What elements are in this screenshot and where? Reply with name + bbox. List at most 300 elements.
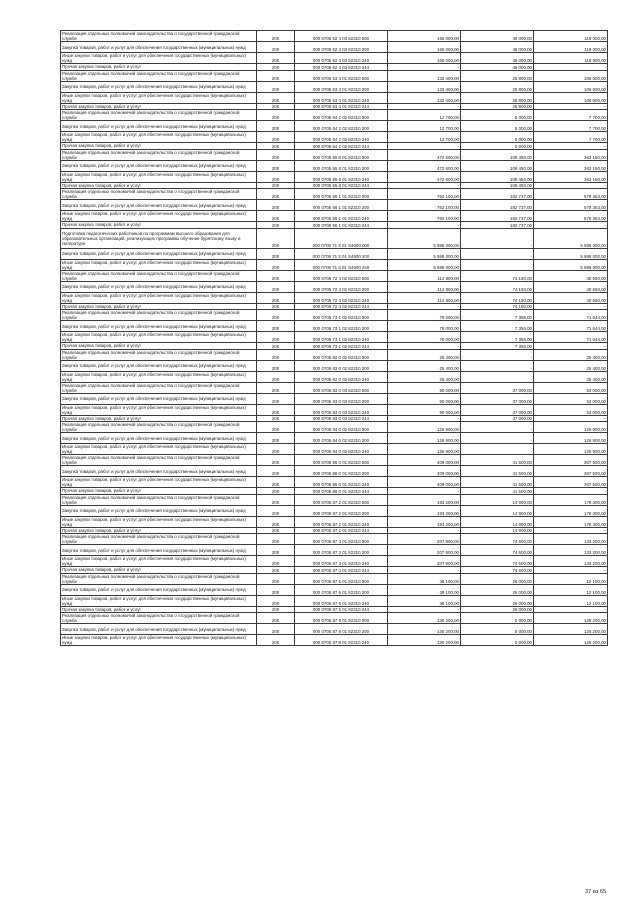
executed-amount-cell: 7 356,00 <box>461 343 534 350</box>
executed-amount-cell: - <box>461 360 534 371</box>
unexecuted-amount-cell: 25 400,00 <box>534 360 608 371</box>
table-row <box>61 211 608 222</box>
executed-amount-cell: 26 000,00 <box>461 573 534 584</box>
approved-amount-cell: 409 000,00 <box>388 477 461 488</box>
unexecuted-amount-cell: 40 650,00 <box>534 270 608 281</box>
line-name-cell: Реализация отдельных полномочий законодательства о государственной гражданской службе <box>61 349 257 360</box>
approved-amount-cell: 472 600,00 <box>388 160 461 171</box>
approved-amount-cell: 409 000,00 <box>388 466 461 477</box>
line-name-cell: Закупка товаров, работ и услуг для обеспечения государственных (муниципальных) нужд <box>61 360 257 371</box>
line-name-cell: Иные закупки товаров, работ и услуг для обеспечения государственных (муниципальных) нужд <box>61 404 257 415</box>
executed-amount-cell: 41 500,00 <box>461 466 534 477</box>
approved-amount-cell: 38 100,00 <box>388 595 461 606</box>
table-row <box>61 171 608 182</box>
executed-amount-cell: 37 000,00 <box>461 393 534 404</box>
table-row <box>61 349 608 360</box>
classification-code-cell: 000 0705 83 0 03 82310 240 <box>295 404 388 415</box>
line-code-cell: 200 <box>257 171 295 182</box>
approved-amount-cell: - <box>388 303 461 310</box>
classification-code-cell: 000 0705 72 4 02 82310 240 <box>295 292 388 303</box>
line-name-cell: Закупка товаров, работ и услуг для обеспечения государственных (муниципальных) нужд <box>61 200 257 211</box>
classification-code-cell: 000 0705 87 3 01 82310 244 <box>295 567 388 574</box>
table-row <box>61 360 608 371</box>
line-code-cell: 200 <box>257 281 295 292</box>
executed-amount-cell: 182 737,00 <box>461 189 534 200</box>
unexecuted-amount-cell: 178 300,00 <box>534 505 608 516</box>
classification-code-cell: 000 0705 66 1 01 82310 244 <box>295 222 388 229</box>
line-name-cell: Иные закупки товаров, работ и услуг для обеспечения государственных (муниципальных) нужд <box>61 92 257 103</box>
unexecuted-amount-cell: 7 700,00 <box>534 110 608 121</box>
unexecuted-amount-cell: 40 650,00 <box>534 292 608 303</box>
approved-amount-cell: 12 700,00 <box>388 110 461 121</box>
unexecuted-amount-cell: 106 600,00 <box>534 92 608 103</box>
executed-amount-cell: 5 000,00 <box>461 132 534 143</box>
classification-code-cell: 000 0705 82 0 02 82310 000 <box>295 349 388 360</box>
executed-amount-cell: 182 737,00 <box>461 222 534 229</box>
unexecuted-amount-cell: - <box>534 527 608 534</box>
line-code-cell: 200 <box>257 393 295 404</box>
executed-amount-cell: 14 900,00 <box>461 527 534 534</box>
approved-amount-cell: 12 700,00 <box>388 121 461 132</box>
unexecuted-amount-cell: - <box>534 64 608 71</box>
line-name-cell: Иные закупки товаров, работ и услуг для обеспечения государственных (муниципальных) нужд <box>61 53 257 64</box>
line-code-cell: 200 <box>257 222 295 229</box>
table-row <box>61 200 608 211</box>
approved-amount-cell: 126 900,00 <box>388 444 461 455</box>
table-row <box>61 584 608 595</box>
line-name-cell: Иные закупки товаров, работ и услуг для обеспечения государственных (муниципальных) нужд <box>61 292 257 303</box>
classification-code-cell: 000 0705 62 4 03 82310 244 <box>295 64 388 71</box>
table-row <box>61 573 608 584</box>
approved-amount-cell: - <box>388 567 461 574</box>
line-code-cell: 200 <box>257 534 295 545</box>
approved-amount-cell: - <box>388 182 461 189</box>
table-row <box>61 404 608 415</box>
approved-amount-cell: 762 100,00 <box>388 189 461 200</box>
line-name-cell: Прочая закупка товаров, работ и услуг <box>61 222 257 229</box>
table-row <box>61 292 608 303</box>
line-name-cell: Иные закупки товаров, работ и услуг для обеспечения государственных (муниципальных) нужд <box>61 556 257 567</box>
line-name-cell: Прочая закупка товаров, работ и услуг <box>61 488 257 495</box>
approved-amount-cell: 130 200,00 <box>388 613 461 624</box>
classification-code-cell: 000 0705 73 1 02 82310 244 <box>295 343 388 350</box>
budget-table-body <box>61 31 608 646</box>
approved-amount-cell: 79 000,00 <box>388 310 461 321</box>
approved-amount-cell: - <box>388 64 461 71</box>
classification-code-cell: 000 0705 87 3 01 82310 240 <box>295 556 388 567</box>
unexecuted-amount-cell: 53 000,00 <box>534 404 608 415</box>
table-row <box>61 433 608 444</box>
line-code-cell: 200 <box>257 516 295 527</box>
unexecuted-amount-cell: 40 650,00 <box>534 281 608 292</box>
line-code-cell: 200 <box>257 259 295 270</box>
unexecuted-amount-cell: 12 100,00 <box>534 595 608 606</box>
line-code-cell: 200 <box>257 505 295 516</box>
table-row <box>61 505 608 516</box>
approved-amount-cell: 114 800,00 <box>388 292 461 303</box>
table-row <box>61 382 608 393</box>
unexecuted-amount-cell: 119 000,00 <box>534 42 608 53</box>
classification-code-cell: 000 0705 63 4 01 82310 200 <box>295 81 388 92</box>
line-name-cell: Реализация отдельных полномочий законодательства о государственной гражданской службе <box>61 70 257 81</box>
line-name-cell: Иные закупки товаров, работ и услуг для обеспечения государственных (муниципальных) нужд <box>61 444 257 455</box>
classification-code-cell: 000 0705 86 0 01 82310 000 <box>295 455 388 466</box>
executed-amount-cell: 5 000,00 <box>461 613 534 624</box>
approved-amount-cell: - <box>388 606 461 613</box>
table-row <box>61 624 608 635</box>
approved-amount-cell: 193 200,00 <box>388 494 461 505</box>
line-name-cell: Прочая закупка товаров, работ и услуг <box>61 606 257 613</box>
unexecuted-amount-cell: 126 900,00 <box>534 444 608 455</box>
executed-amount-cell: 109 450,00 <box>461 171 534 182</box>
unexecuted-amount-cell: 25 400,00 <box>534 371 608 382</box>
line-code-cell: 200 <box>257 444 295 455</box>
executed-amount-cell: - <box>461 433 534 444</box>
line-name-cell: Закупка товаров, работ и услуг для обеспечения государственных (муниципальных) нужд <box>61 584 257 595</box>
line-code-cell: 200 <box>257 545 295 556</box>
line-code-cell: 200 <box>257 584 295 595</box>
line-code-cell: 200 <box>257 143 295 150</box>
classification-code-cell: 000 0705 84 0 02 82310 200 <box>295 433 388 444</box>
classification-code-cell: 000 0705 65 8 01 82310 200 <box>295 160 388 171</box>
line-name-cell: Закупка товаров, работ и услуг для обеспечения государственных (муниципальных) нужд <box>61 505 257 516</box>
executed-amount-cell: 41 500,00 <box>461 477 534 488</box>
executed-amount-cell: 14 900,00 <box>461 516 534 527</box>
line-name-cell: Реализация отдельных полномочий законодательства о государственной гражданской службе <box>61 270 257 281</box>
unexecuted-amount-cell: 7 700,00 <box>534 121 608 132</box>
table-row <box>61 534 608 545</box>
table-row <box>61 270 608 281</box>
approved-amount-cell: 165 000,00 <box>388 42 461 53</box>
table-row <box>61 545 608 556</box>
line-code-cell: 200 <box>257 343 295 350</box>
line-name-cell: Реализация отдельных полномочий законодательства о государственной гражданской службе <box>61 382 257 393</box>
approved-amount-cell: 207 800,00 <box>388 556 461 567</box>
line-name-cell: Реализация отдельных полномочий законодательства о государственной гражданской службе <box>61 455 257 466</box>
classification-code-cell: 000 0705 73 1 02 82310 200 <box>295 321 388 332</box>
line-name-cell: Иные закупки товаров, работ и услуг для обеспечения государственных (муниципальных) нужд <box>61 211 257 222</box>
unexecuted-amount-cell: 363 150,00 <box>534 149 608 160</box>
approved-amount-cell: 25 400,00 <box>388 360 461 371</box>
line-code-cell: 200 <box>257 567 295 574</box>
classification-code-cell: 000 0705 65 8 01 82310 000 <box>295 149 388 160</box>
line-name-cell: Закупка товаров, работ и услуг для обеспечения государственных (муниципальных) нужд <box>61 42 257 53</box>
unexecuted-amount-cell: - <box>534 222 608 229</box>
table-row <box>61 189 608 200</box>
line-code-cell: 200 <box>257 613 295 624</box>
line-code-cell: 200 <box>257 64 295 71</box>
executed-amount-cell: 37 000,00 <box>461 382 534 393</box>
line-name-cell: Иные закупки товаров, работ и услуг для обеспечения государственных (муниципальных) нужд <box>61 371 257 382</box>
unexecuted-amount-cell: - <box>534 488 608 495</box>
approved-amount-cell: 207 800,00 <box>388 534 461 545</box>
classification-code-cell: 000 0705 64 2 02 82310 240 <box>295 132 388 143</box>
line-name-cell: Иные закупки товаров, работ и услуг для обеспечения государственных (муниципальных) нужд <box>61 171 257 182</box>
unexecuted-amount-cell: 71 644,00 <box>534 332 608 343</box>
executed-amount-cell: 7 356,00 <box>461 310 534 321</box>
line-name-cell: Прочая закупка товаров, работ и услуг <box>61 415 257 422</box>
line-code-cell: 200 <box>257 270 295 281</box>
approved-amount-cell: 114 800,00 <box>388 281 461 292</box>
unexecuted-amount-cell: 5 988 000,00 <box>534 248 608 259</box>
executed-amount-cell: 74 150,00 <box>461 292 534 303</box>
table-row <box>61 248 608 259</box>
line-name-cell: Иные закупки товаров, работ и услуг для обеспечения государственных (муниципальных) нужд <box>61 477 257 488</box>
table-row <box>61 92 608 103</box>
unexecuted-amount-cell: - <box>534 303 608 310</box>
approved-amount-cell: 762 100,00 <box>388 200 461 211</box>
line-name-cell: Закупка товаров, работ и услуг для обеспечения государственных (муниципальных) нужд <box>61 248 257 259</box>
unexecuted-amount-cell: 5 988 000,00 <box>534 259 608 270</box>
classification-code-cell: 000 0705 72 4 02 82310 000 <box>295 270 388 281</box>
table-row <box>61 635 608 646</box>
line-code-cell: 200 <box>257 211 295 222</box>
unexecuted-amount-cell: 25 400,00 <box>534 349 608 360</box>
executed-amount-cell: - <box>461 371 534 382</box>
executed-amount-cell: 25 800,00 <box>461 92 534 103</box>
unexecuted-amount-cell: 363 150,00 <box>534 171 608 182</box>
approved-amount-cell: 126 900,00 <box>388 433 461 444</box>
classification-code-cell: 000 0705 71 3 01 S4600 200 <box>295 248 388 259</box>
line-code-cell: 200 <box>257 595 295 606</box>
executed-amount-cell: 46 000,00 <box>461 31 534 42</box>
classification-code-cell: 000 0705 65 8 01 82310 240 <box>295 171 388 182</box>
classification-code-cell: 000 0705 87 6 01 82310 244 <box>295 606 388 613</box>
approved-amount-cell: 207 800,00 <box>388 545 461 556</box>
line-name-cell: Прочая закупка товаров, работ и услуг <box>61 343 257 350</box>
line-name-cell: Закупка товаров, работ и услуг для обеспечения государственных (муниципальных) нужд <box>61 433 257 444</box>
executed-amount-cell: 109 450,00 <box>461 149 534 160</box>
unexecuted-amount-cell: 53 000,00 <box>534 382 608 393</box>
line-code-cell: 200 <box>257 404 295 415</box>
approved-amount-cell: 409 000,00 <box>388 455 461 466</box>
line-name-cell: Реализация отдельных полномочий законодательства о государственной гражданской службе <box>61 422 257 433</box>
classification-code-cell: 000 0705 63 4 01 82310 240 <box>295 92 388 103</box>
classification-code-cell: 000 0705 66 1 01 82310 200 <box>295 200 388 211</box>
approved-amount-cell: 130 200,00 <box>388 624 461 635</box>
table-row <box>61 310 608 321</box>
executed-amount-cell: 37 000,00 <box>461 415 534 422</box>
line-name-cell: Иные закупки товаров, работ и услуг для обеспечения государственных (муниципальных) нужд <box>61 516 257 527</box>
line-name-cell: Иные закупки товаров, работ и услуг для обеспечения государственных (муниципальных) нужд <box>61 132 257 143</box>
executed-amount-cell: 41 500,00 <box>461 455 534 466</box>
approved-amount-cell: 472 600,00 <box>388 149 461 160</box>
table-row <box>61 132 608 143</box>
line-code-cell: 200 <box>257 189 295 200</box>
line-code-cell: 200 <box>257 455 295 466</box>
classification-code-cell: 000 0705 87 6 01 82310 000 <box>295 573 388 584</box>
approved-amount-cell: 38 100,00 <box>388 573 461 584</box>
classification-code-cell: 000 0705 84 0 02 82310 240 <box>295 444 388 455</box>
line-name-cell: Иные закупки товаров, работ и услуг для обеспечения государственных (муниципальных) нужд <box>61 595 257 606</box>
executed-amount-cell: 109 450,00 <box>461 182 534 189</box>
line-name-cell: Закупка товаров, работ и услуг для обеспечения государственных (муниципальных) нужд <box>61 624 257 635</box>
approved-amount-cell: 132 400,00 <box>388 81 461 92</box>
unexecuted-amount-cell: 133 200,00 <box>534 545 608 556</box>
table-row <box>61 281 608 292</box>
table-row <box>61 371 608 382</box>
unexecuted-amount-cell: 125 200,00 <box>534 613 608 624</box>
unexecuted-amount-cell: 579 363,00 <box>534 211 608 222</box>
approved-amount-cell: 472 600,00 <box>388 171 461 182</box>
classification-code-cell: 000 0705 87 8 01 82310 000 <box>295 613 388 624</box>
unexecuted-amount-cell: 106 600,00 <box>534 81 608 92</box>
line-name-cell: Закупка товаров, работ и услуг для обеспечения государственных (муниципальных) нужд <box>61 160 257 171</box>
line-name-cell: Закупка товаров, работ и услуг для обеспечения государственных (муниципальных) нужд <box>61 81 257 92</box>
executed-amount-cell: 74 600,00 <box>461 556 534 567</box>
executed-amount-cell: 25 800,00 <box>461 103 534 110</box>
line-code-cell: 200 <box>257 433 295 444</box>
executed-amount-cell: 5 000,00 <box>461 143 534 150</box>
budget-table <box>60 30 608 646</box>
table-row <box>61 422 608 433</box>
approved-amount-cell: 79 000,00 <box>388 321 461 332</box>
executed-amount-cell: 5 000,00 <box>461 110 534 121</box>
classification-code-cell: 000 0705 66 1 01 82310 240 <box>295 211 388 222</box>
executed-amount-cell: - <box>461 228 534 248</box>
approved-amount-cell: - <box>388 222 461 229</box>
classification-code-cell: 000 0705 86 0 01 82310 200 <box>295 466 388 477</box>
approved-amount-cell: 126 900,00 <box>388 422 461 433</box>
classification-code-cell: 000 0705 62 4 03 82310 240 <box>295 53 388 64</box>
unexecuted-amount-cell: 125 200,00 <box>534 624 608 635</box>
classification-code-cell: 000 0705 83 0 03 82310 244 <box>295 415 388 422</box>
table-row <box>61 53 608 64</box>
line-name-cell: Закупка товаров, работ и услуг для обеспечения государственных (муниципальных) нужд <box>61 121 257 132</box>
classification-code-cell: 000 0705 72 4 02 82310 244 <box>295 303 388 310</box>
unexecuted-amount-cell: 12 100,00 <box>534 584 608 595</box>
unexecuted-amount-cell: - <box>534 143 608 150</box>
approved-amount-cell: - <box>388 527 461 534</box>
line-code-cell: 200 <box>257 92 295 103</box>
line-code-cell: 200 <box>257 494 295 505</box>
line-name-cell: Закупка товаров, работ и услуг для обеспечения государственных (муниципальных) нужд <box>61 466 257 477</box>
line-code-cell: 200 <box>257 53 295 64</box>
approved-amount-cell: 25 400,00 <box>388 349 461 360</box>
classification-code-cell: 000 0705 87 3 01 82310 000 <box>295 534 388 545</box>
executed-amount-cell: 182 737,00 <box>461 211 534 222</box>
classification-code-cell: 000 0705 87 2 01 82310 244 <box>295 527 388 534</box>
table-row <box>61 110 608 121</box>
unexecuted-amount-cell: 367 500,00 <box>534 466 608 477</box>
classification-code-cell: 000 0705 71 3 01 S4600 000 <box>295 228 388 248</box>
classification-code-cell: 000 0705 63 4 01 82310 244 <box>295 103 388 110</box>
line-name-cell: Прочая закупка товаров, работ и услуг <box>61 182 257 189</box>
unexecuted-amount-cell: - <box>534 567 608 574</box>
executed-amount-cell: 5 000,00 <box>461 635 534 646</box>
line-code-cell: 200 <box>257 132 295 143</box>
line-code-cell: 200 <box>257 349 295 360</box>
classification-code-cell: 000 0705 87 2 01 82310 000 <box>295 494 388 505</box>
line-name-cell: Прочая закупка товаров, работ и услуг <box>61 527 257 534</box>
unexecuted-amount-cell: 71 644,00 <box>534 321 608 332</box>
unexecuted-amount-cell: 178 300,00 <box>534 516 608 527</box>
executed-amount-cell: 37 000,00 <box>461 404 534 415</box>
line-code-cell: 200 <box>257 182 295 189</box>
unexecuted-amount-cell: - <box>534 182 608 189</box>
line-code-cell: 200 <box>257 200 295 211</box>
line-code-cell: 200 <box>257 332 295 343</box>
line-name-cell: Реализация отдельных полномочий законодательства о государственной гражданской службе <box>61 149 257 160</box>
classification-code-cell: 000 0705 63 4 01 82310 000 <box>295 70 388 81</box>
line-code-cell: 200 <box>257 556 295 567</box>
line-name-cell: Прочая закупка товаров, работ и услуг <box>61 103 257 110</box>
unexecuted-amount-cell: - <box>534 343 608 350</box>
approved-amount-cell: 762 100,00 <box>388 211 461 222</box>
approved-amount-cell: 90 000,00 <box>388 393 461 404</box>
approved-amount-cell: 5 988 000,00 <box>388 228 461 248</box>
line-code-cell: 200 <box>257 81 295 92</box>
line-code-cell: 200 <box>257 42 295 53</box>
executed-amount-cell: 46 000,00 <box>461 64 534 71</box>
unexecuted-amount-cell: 363 150,00 <box>534 160 608 171</box>
table-row <box>61 228 608 248</box>
table-row <box>61 393 608 404</box>
executed-amount-cell: - <box>461 349 534 360</box>
unexecuted-amount-cell: - <box>534 606 608 613</box>
executed-amount-cell: 26 000,00 <box>461 595 534 606</box>
approved-amount-cell: 5 988 000,00 <box>388 259 461 270</box>
executed-amount-cell: 5 000,00 <box>461 624 534 635</box>
executed-amount-cell: 74 150,00 <box>461 303 534 310</box>
executed-amount-cell: - <box>461 444 534 455</box>
table-row <box>61 149 608 160</box>
approved-amount-cell: - <box>388 488 461 495</box>
executed-amount-cell: - <box>461 259 534 270</box>
table-row <box>61 613 608 624</box>
classification-code-cell: 000 0705 62 4 03 82310 000 <box>295 31 388 42</box>
unexecuted-amount-cell: - <box>534 103 608 110</box>
executed-amount-cell: - <box>461 248 534 259</box>
line-code-cell: 200 <box>257 624 295 635</box>
table-row <box>61 332 608 343</box>
classification-code-cell: 000 0705 66 1 01 82310 000 <box>295 189 388 200</box>
executed-amount-cell: 26 000,00 <box>461 606 534 613</box>
line-code-cell: 200 <box>257 382 295 393</box>
line-code-cell: 200 <box>257 248 295 259</box>
classification-code-cell: 000 0705 87 2 01 82310 200 <box>295 505 388 516</box>
executed-amount-cell: 26 000,00 <box>461 584 534 595</box>
classification-code-cell: 000 0705 73 1 02 82310 240 <box>295 332 388 343</box>
line-code-cell: 200 <box>257 121 295 132</box>
executed-amount-cell: 25 800,00 <box>461 70 534 81</box>
table-row <box>61 455 608 466</box>
line-name-cell: Реализация отдельных полномочий законодательства о государственной гражданской службе <box>61 573 257 584</box>
line-code-cell: 200 <box>257 110 295 121</box>
line-name-cell: Прочая закупка товаров, работ и услуг <box>61 567 257 574</box>
classification-code-cell: 000 0705 86 0 01 82310 240 <box>295 477 388 488</box>
table-row <box>61 70 608 81</box>
executed-amount-cell: 5 000,00 <box>461 121 534 132</box>
approved-amount-cell: 5 988 000,00 <box>388 248 461 259</box>
line-code-cell: 200 <box>257 103 295 110</box>
classification-code-cell: 000 0705 62 4 03 82310 200 <box>295 42 388 53</box>
line-name-cell: Закупка товаров, работ и услуг для обеспечения государственных (муниципальных) нужд <box>61 393 257 404</box>
table-row <box>61 160 608 171</box>
line-code-cell: 200 <box>257 228 295 248</box>
line-name-cell: Реализация отдельных полномочий законодательства о государственной гражданской службе <box>61 534 257 545</box>
unexecuted-amount-cell: 53 000,00 <box>534 393 608 404</box>
line-code-cell: 200 <box>257 415 295 422</box>
approved-amount-cell: 193 200,00 <box>388 505 461 516</box>
classification-code-cell: 000 0705 87 8 01 82310 240 <box>295 635 388 646</box>
line-name-cell: Реализация отдельных полномочий законодательства о государственной гражданской службе <box>61 189 257 200</box>
table-row <box>61 477 608 488</box>
executed-amount-cell: 14 900,00 <box>461 494 534 505</box>
classification-code-cell: 000 0705 73 1 02 82310 000 <box>295 310 388 321</box>
classification-code-cell: 000 0705 84 0 02 82310 000 <box>295 422 388 433</box>
approved-amount-cell: 25 400,00 <box>388 371 461 382</box>
